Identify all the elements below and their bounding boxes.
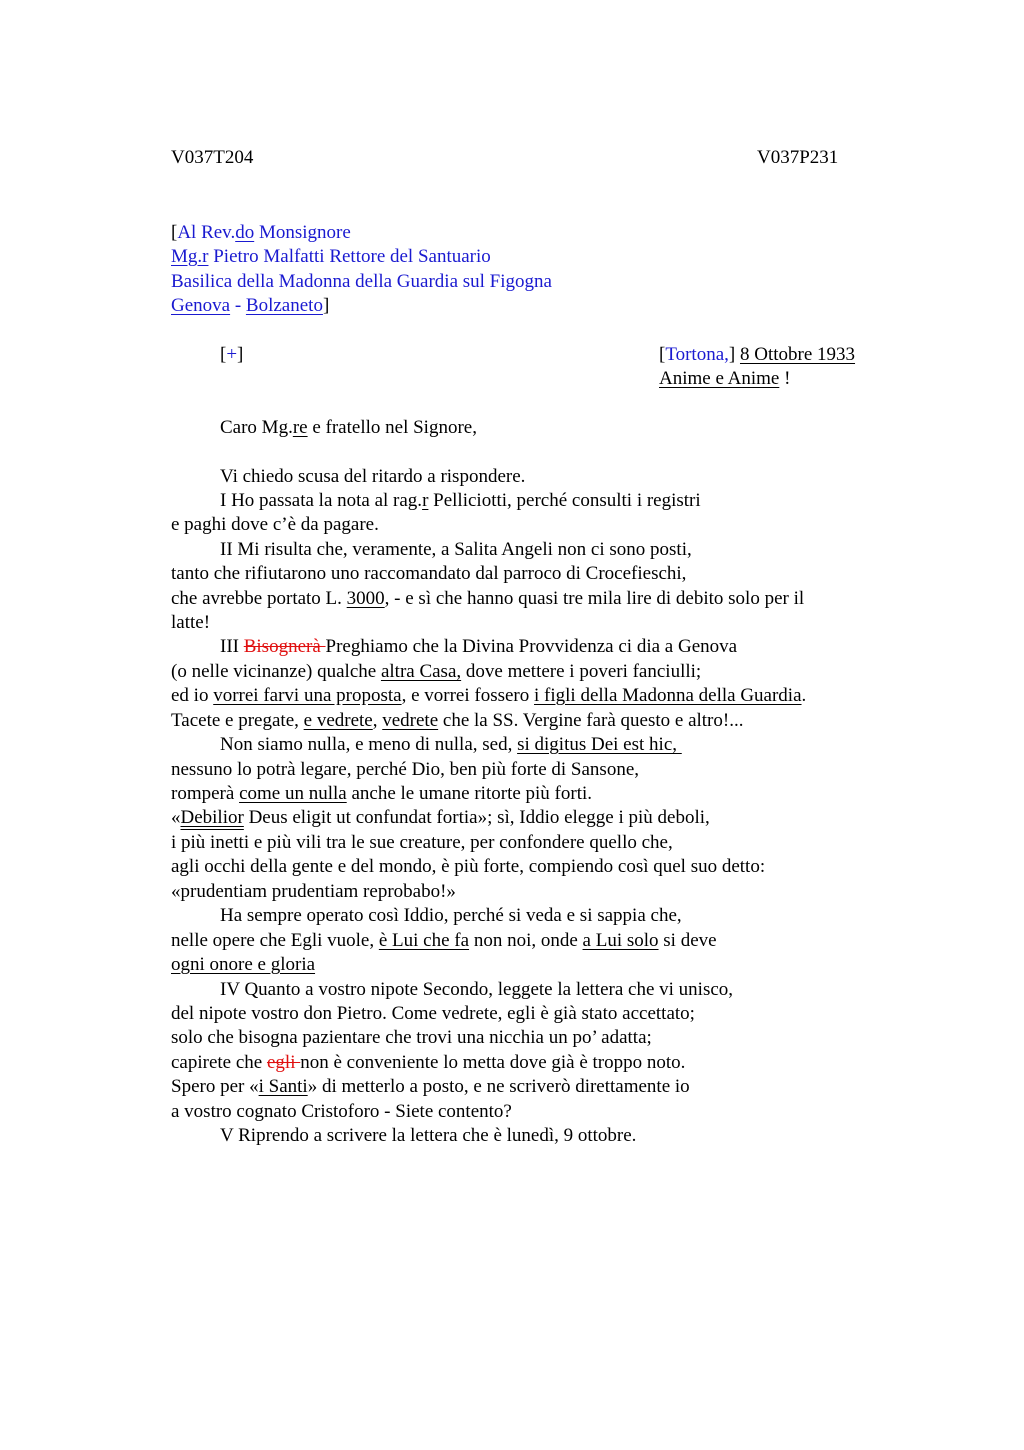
- body-line: ogni onore e gloria: [171, 954, 316, 975]
- body-line: IV Quanto a vostro nipote Secondo, leggete la lettera che vi unisco,: [220, 979, 734, 1000]
- body-line: ed io vorrei farvi una proposta, e vorrei fossero i figli della Madonna della Guardia.: [171, 685, 807, 706]
- body-line: nessuno lo potrà legare, perché Dio, ben più forte di Sansone,: [171, 759, 640, 780]
- doc-id-right: V037P231: [757, 147, 839, 168]
- body-line: II Mi risulta che, veramente, a Salita Angeli non ci sono posti,: [220, 539, 692, 560]
- salutation: Caro Mg.re e fratello nel Signore,: [220, 417, 477, 438]
- place-date: [Tortona,] 8 Ottobre 1933: [659, 344, 856, 365]
- body-line: del nipote vostro don Pietro. Come vedrete, egli è già stato accettato;: [171, 1003, 695, 1024]
- address-city: Genova: [171, 295, 231, 316]
- address-line-4: [171, 294, 329, 318]
- body-line: Non siamo nulla, e meno di nulla, sed, si digitus Dei est hic,: [220, 734, 682, 755]
- body-line: Tacete e pregate, e vedrete, vedrete che la SS. Vergine farà questo e altro!...: [171, 710, 744, 731]
- body-line: e paghi dove c’è da pagare.: [171, 514, 379, 535]
- body-line: latte!: [171, 612, 211, 633]
- body-line: I Ho passata la nota al rag.r Pelliciotti, perché consulti i registri: [220, 490, 701, 511]
- body-line: solo che bisogna pazientare che trovi una nicchia un po’ adatta;: [171, 1027, 652, 1048]
- address-line-2: [171, 245, 491, 269]
- motto: Anime e Anime !: [659, 368, 791, 389]
- address-title: Al Rev.: [177, 222, 236, 243]
- address-title-rest: Monsignore: [254, 222, 351, 243]
- address-title-abbr: do: [235, 222, 255, 243]
- motto-text: Anime e Anime: [659, 368, 780, 389]
- body-line: «prudentiam prudentiam reprobabo!»: [171, 881, 456, 902]
- address-bracket-close: ]: [322, 295, 330, 316]
- body-line: agli occhi della gente e del mondo, è più forte, compiendo così quel suo detto:: [171, 856, 766, 877]
- place: Tortona,: [665, 344, 729, 365]
- body-line: capirete che egli non è conveniente lo metta dove già è troppo noto.: [171, 1052, 686, 1073]
- body-line: Spero per «i Santi» di metterlo a posto, e ne scriverò direttamente io: [171, 1076, 690, 1097]
- body-line: tanto che rifiutarono uno raccomandato dal parroco di Crocefieschi,: [171, 563, 687, 584]
- body-line: III Bisognerà Preghiamo che la Divina Provvidenza ci dia a Genova: [220, 636, 738, 657]
- date: 8 Ottobre 1933: [739, 344, 856, 365]
- address-line-1: [171, 221, 351, 245]
- body-line: nelle opere che Egli vuole, è Lui che fa non noi, onde a Lui solo si deve: [171, 930, 717, 951]
- cross-icon: +: [226, 344, 238, 365]
- body-line: V Riprendo a scrivere la lettera che è lunedì, 9 ottobre.: [220, 1125, 637, 1146]
- address-district: Bolzaneto: [245, 295, 323, 316]
- doc-id-left: V037T204: [171, 147, 254, 168]
- address-sep: -: [230, 295, 246, 316]
- cross-mark: [+]: [220, 344, 244, 365]
- body-line: Vi chiedo scusa del ritardo a rispondere.: [220, 466, 526, 487]
- address-bracket-open: [: [171, 222, 178, 243]
- body-line: i più inetti e più vili tra le sue creature, per confondere quello che,: [171, 832, 673, 853]
- deleted-text: Bisognerà: [243, 636, 326, 657]
- address-line-3: Basilica della Madonna della Guardia sul Figogna: [171, 271, 552, 292]
- address-mgr: Mg.r: [171, 246, 209, 267]
- deleted-text: egli: [266, 1052, 301, 1073]
- body-line: «Debilior Deus eligit ut confundat fortia»; sì, Iddio elegge i più deboli,: [171, 807, 710, 828]
- address-recipient: Pietro Malfatti Rettore del Santuario: [208, 246, 491, 267]
- body-line: a vostro cognato Cristoforo - Siete contento?: [171, 1101, 512, 1122]
- body-line: romperà come un nulla anche le umane ritorte più forti.: [171, 783, 593, 804]
- body-line: che avrebbe portato L. 3000, - e sì che hanno quasi tre mila lire di debito solo per il: [171, 588, 805, 609]
- body-line: (o nelle vicinanze) qualche altra Casa, dove mettere i poveri fanciulli;: [171, 661, 702, 682]
- body-line: Ha sempre operato così Iddio, perché si veda e si sappia che,: [220, 905, 682, 926]
